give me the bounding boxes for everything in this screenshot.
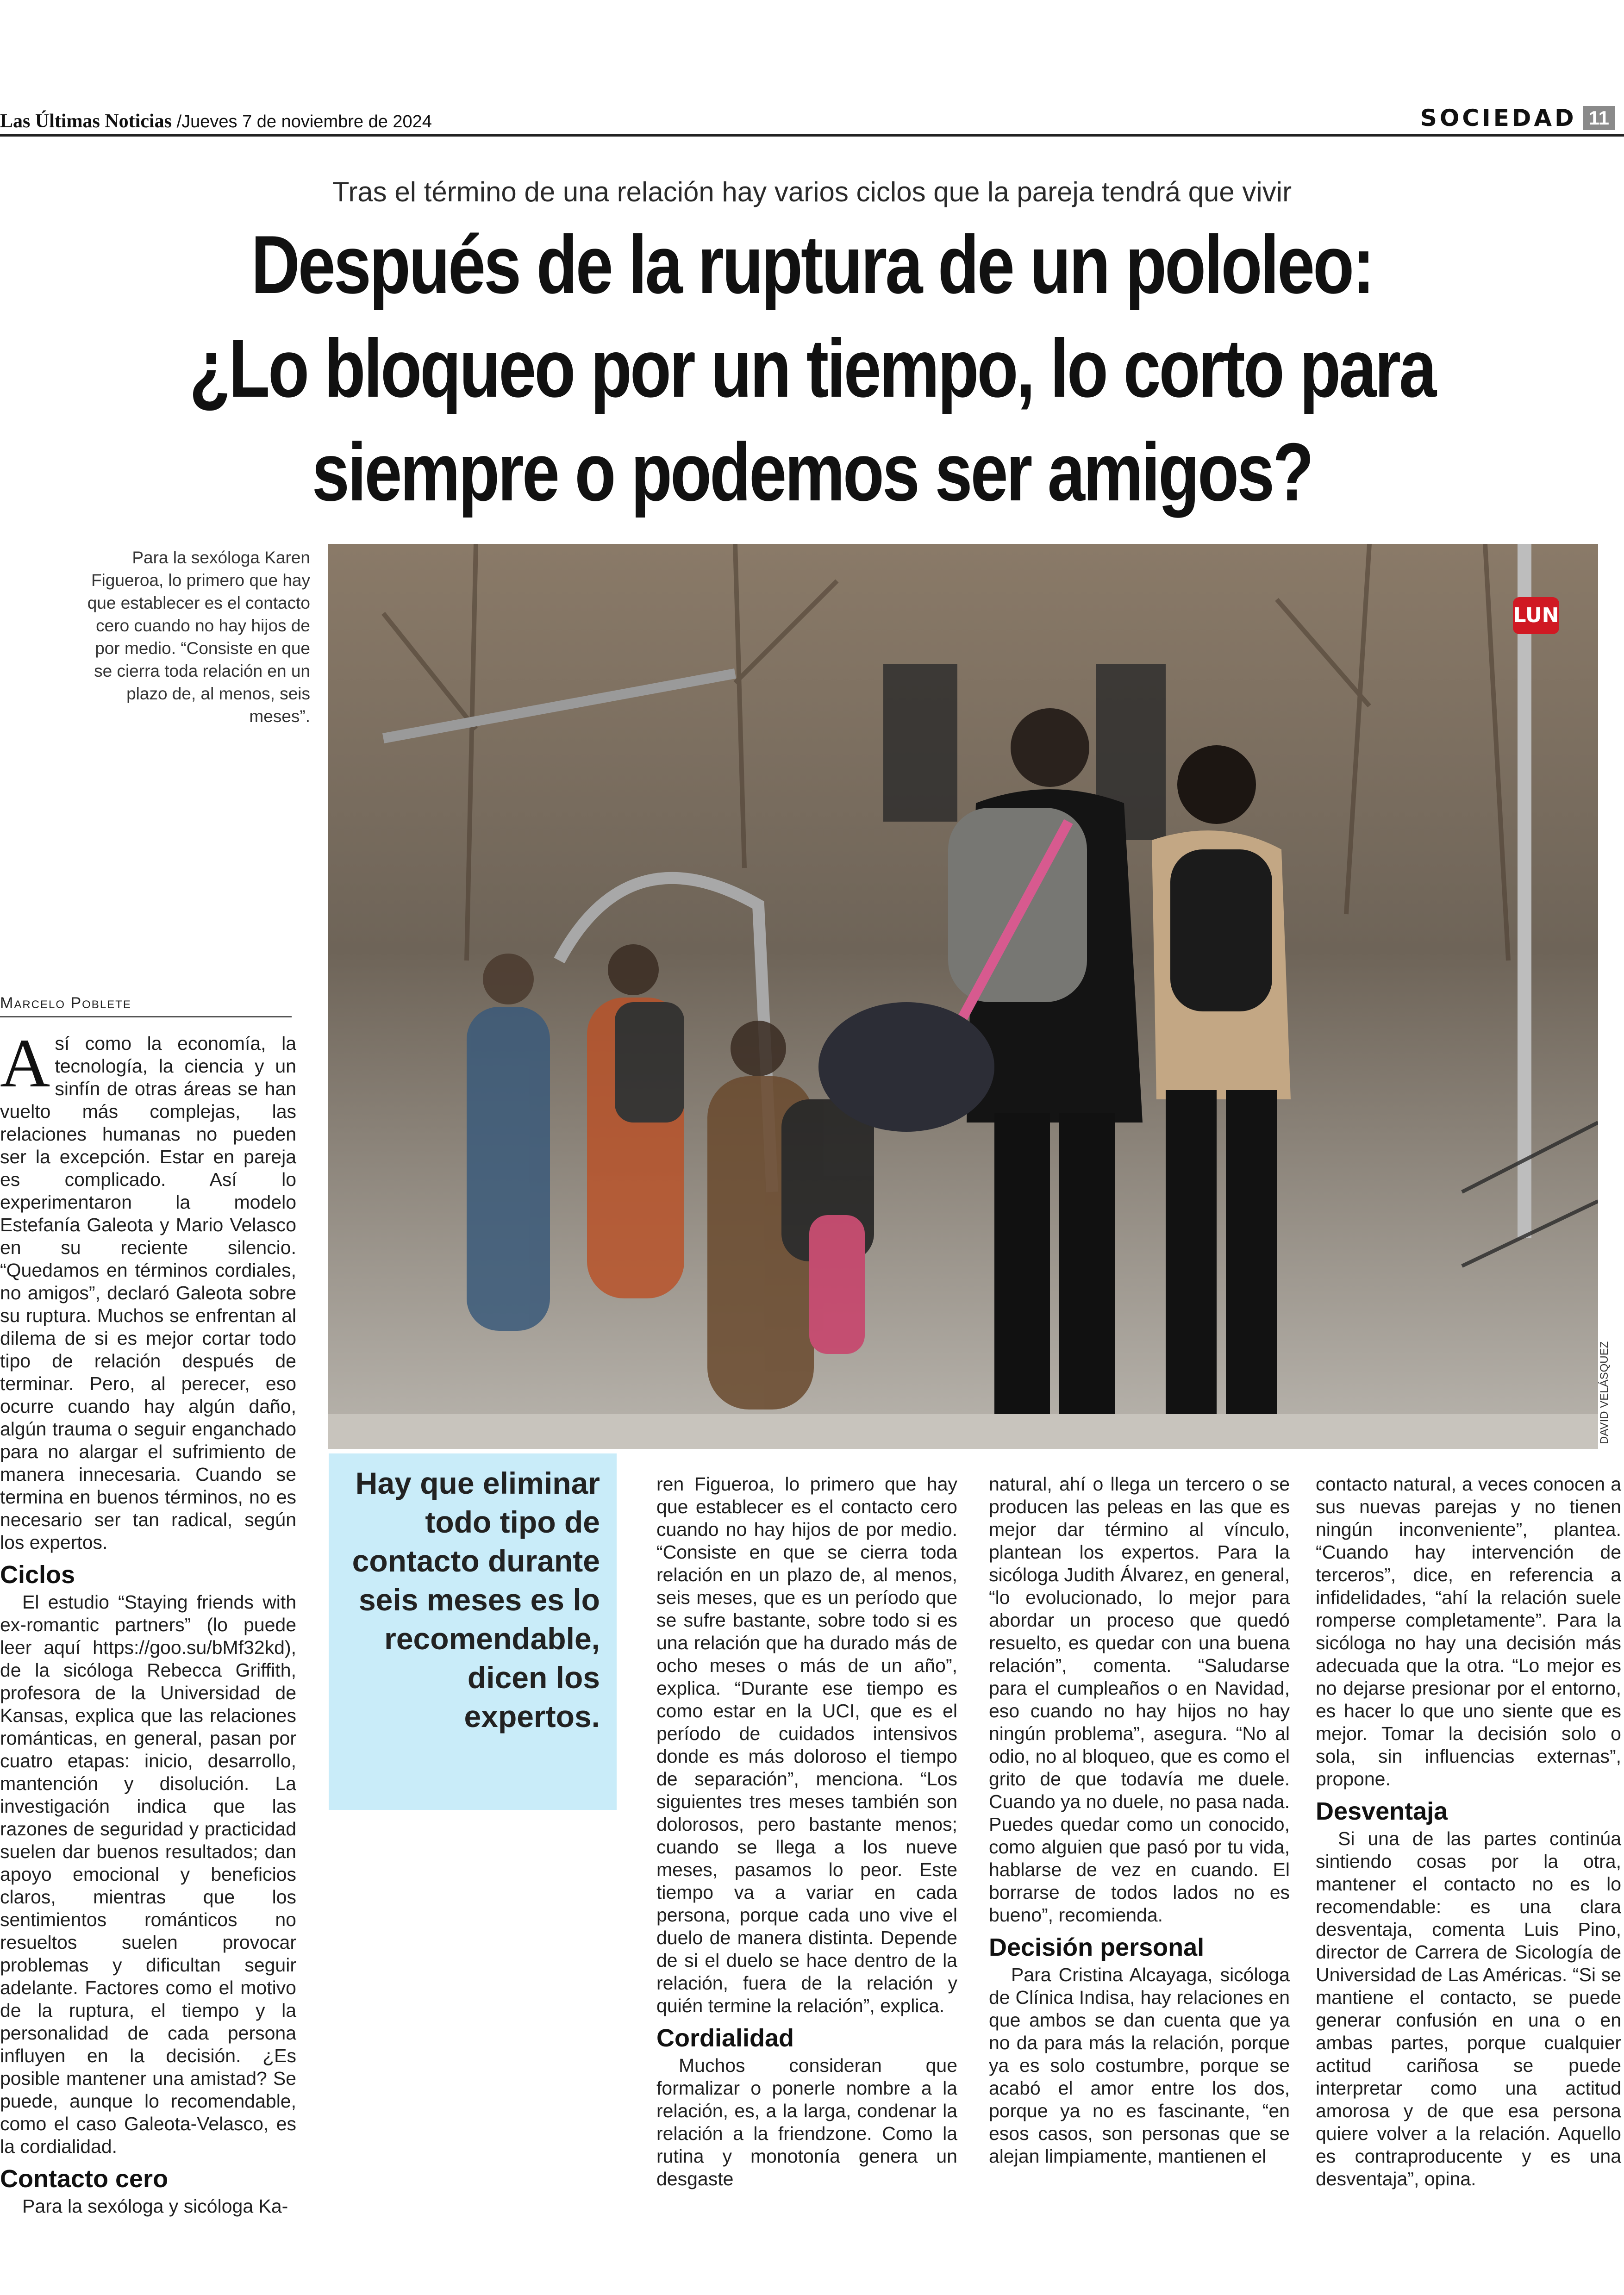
publication-date: /Jueves 7 de noviembre de 2024 [176, 112, 432, 131]
subhead-ciclos: Ciclos [0, 1561, 75, 1589]
paragraph: Para Cristina Alcayaga, sicóloga de Clínica Indisa, hay relaciones en que ambos se dan cuenta que ya no da para más la relación, porque ya es solo costumbre, porque se acabó el amor entre los dos, porque ya no es fascinante, “en esos casos, son personas que se alejan limpiamente, mantienen el [989, 1964, 1290, 2167]
paragraph: El estudio “Staying friends with ex-romantic partners” (lo puede leer aquí https://goo.su/bMf32kd), de la sicóloga Rebecca Griffith, profesora de la Universidad de Kansas, explica que las relaciones románticas, en general, pasan por cuatro etapas: inicio, desarrollo, mantención y disolución. La investigación indica que las razones de seguridad y practicidad suelen dar buenos resultados; dan apoyo emocional y beneficios claros, mientras que los sentimientos románticos no resueltos suelen provocar problemas y dificultan seguir adelante. Factores como el motivo de la ruptura, el tiempo y la personalidad de cada persona influyen en la decisión. ¿Es posible mantener una amistad? Se puede, aunque lo recomendable, como el caso Galeota-Velasco, es la cordialidad. [0, 1591, 296, 2157]
section-name: SOCIEDAD [1420, 105, 1577, 131]
lun-logo: LUN [1513, 597, 1559, 634]
body-column-4 [989, 1473, 1290, 2168]
pull-quote: Hay que eliminar todo tipo de contacto durante seis meses es lo recomendable, dicen los expertos. [352, 1466, 600, 1734]
kicker: Tras el término de una relación hay varios ciclos que la pareja tendrá que vivir [332, 176, 1292, 207]
photo-credit-text: DAVID VELÁSQUEZ [1598, 1341, 1611, 1444]
publication-name: Las Últimas Noticias [0, 111, 172, 132]
headline-line-2: ¿Lo bloqueo por un tiempo, lo corto para [189, 322, 1435, 414]
paragraph: ren Figueroa, lo primero que hay que establecer es el contacto cero cuando no hay hijos de por medio. “Consiste en que se cierra toda relación en un plazo de, al menos, seis meses, que es un período que se sufre bastante, sobre todo si es una relación que ha durado más de ocho meses o más de un año”, explica. “Durante ese tiempo es como estar en la UCI, que es el período de cuidados intensivos donde es más doloroso el tiempo de separación”, menciona. “Los siguientes tres meses también son dolorosos, pero bastante menos; cuando se llega a los nueve meses, pasamos lo peor. Este tiempo va a variar en cada persona, porque cada uno vive el duelo de manera distinta. Depende de si el duelo se hace dentro de la relación, fuera de la relación y quién termine la relación”, explica. [656, 1473, 957, 2016]
article-photo [328, 544, 1598, 1449]
photo-credit [1598, 1341, 1621, 1444]
lead-paragraph [0, 1025, 296, 1554]
paragraph: Muchos consideran que formalizar o ponerle nombre a la relación, es, a la larga, condenar la relación a la friendzone. Como la rutina y monotonía genera un desgaste [656, 2055, 957, 2189]
subhead-contacto-cero: Contacto cero [0, 2165, 169, 2193]
subhead-cordialidad: Cordialidad [656, 2024, 794, 2052]
section-header [1420, 105, 1615, 131]
pull-quote-box [329, 1453, 617, 1810]
photo-caption: Para la sexóloga Karen Figueroa, lo primero que hay que establecer es el contacto cero cuando no hay hijos de por medio. “Consiste en que se cierra toda relación en un plazo de, al menos, seis meses”. [87, 548, 310, 726]
paragraph: natural, ahí o llega un tercero o se producen las peleas en las que es mejor dar término al vínculo, plantean los expertos. Para la sicóloga Judith Álvarez, en general, “lo evolucionado, lo mejor para abordar un proceso que quedó resuelto, es quedar con una buena relación”, comenta. “Saludarse para el cumpleaños o en Navidad, eso cuando no hay hijos no hay ningún problema”, asegura. “No al odio, no al bloqueo, que es como el grito de que todavía me duele. Cuando ya no duele, no pasa nada. Puedes quedar como un conocido, como alguien que pasó por tu vida, hablarse de vez en cuando. El borrarse de todos lados no es bueno”, recomienda. [989, 1473, 1290, 1926]
subhead-decision-personal: Decisión personal [989, 1933, 1205, 1961]
paragraph: Si una de las partes continúa sintiendo cosas por la otra, mantener el contacto no es lo recomendable: es una clara desventaja, comenta Luis Pino, director de Carrera de Sicología de Universidad de Las Américas. “Si se mantiene el contacto, se puede generar confusión en una o en ambas partes, porque cualquier actitud cariñosa se puede interpretar como una actitud amorosa y de que esa persona quiere volver a la relación. Aquello es contraproducente y es una desventaja”, opina. [1316, 1828, 1621, 2189]
lead-text: sí como la economía, la tecnología, la ciencia y un sinfín de otras áreas se han vuelto más complejas, las relaciones humanas no pueden ser la excepción. Estar en pareja es complicado. Así lo experimentaron la modelo Estefanía Galeota y Mario Velasco en su reciente silencio. “Quedamos en términos cordiales, no amigos”, declaró Galeota sobre su ruptura. Muchos se enfrentan al dilema de si es mejor cortar todo tipo de relación después de terminar. Pero, al perecer, eso ocurre cuando hay algún daño, algún trauma o seguir enganchado para no alargar el sufrimiento de manera innecesaria. Cuando se termina en buenos términos, no es necesario ser tan radical, según los expertos. [0, 1033, 296, 1553]
headline-line-3: siempre o podemos ser amigos? [312, 426, 1312, 518]
body-column-1 [0, 1025, 296, 2218]
byline: Marcelo Poblete [0, 994, 131, 1012]
paragraph: contacto natural, a veces conocen a sus nuevas parejas y no tienen ningún inconveniente”, plantea. “Cuando hay intervención de terceros”, dice, en referencia a infidelidades, “ahí la relación suele romperse completamente”. Para la sicóloga no hay una decisión más adecuada que la otra. “Lo mejor es no dejarse presionar por el entorno, es hacer lo que uno siente que es mejor. Tomar la decisión solo o sola, sin influencias externas”, propone. [1316, 1473, 1621, 1790]
body-column-3 [656, 1473, 957, 2190]
masthead [0, 110, 432, 132]
headline-line-1: Después de la ruptura de un pololeo: [251, 218, 1373, 311]
byline-divider [0, 1016, 292, 1017]
subhead-desventaja: Desventaja [1316, 1797, 1448, 1825]
page-number: 11 [1583, 106, 1615, 130]
dropcap: A [0, 1025, 50, 1102]
body-column-5 [1316, 1473, 1621, 2190]
paragraph: Para la sexóloga y sicóloga Ka- [22, 2195, 288, 2217]
headline [169, 213, 1455, 524]
header-divider [0, 134, 1624, 137]
